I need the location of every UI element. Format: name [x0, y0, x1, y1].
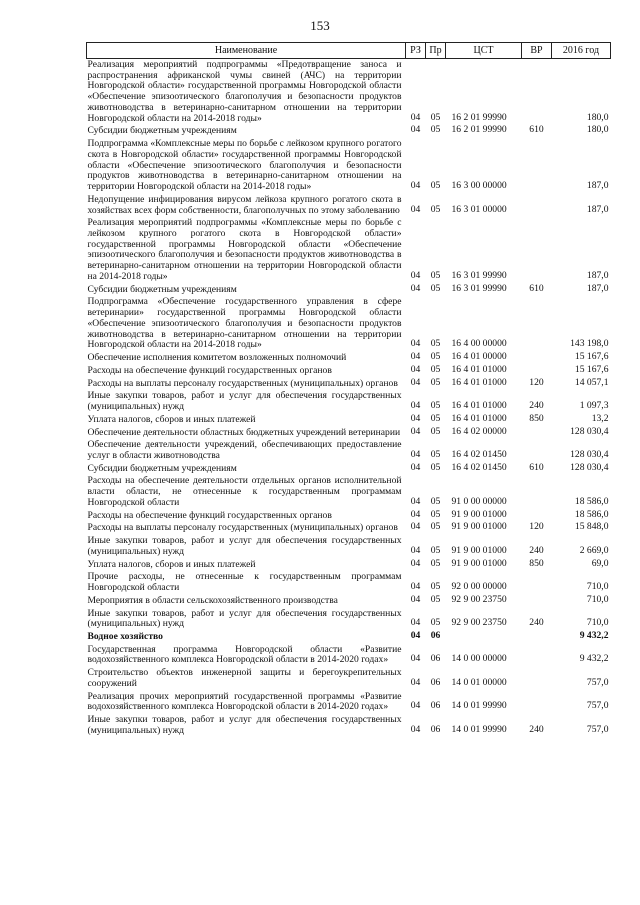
- table-row: [87, 463, 611, 476]
- row-amount: 710,0: [586, 617, 609, 629]
- row-pr: 05: [430, 495, 441, 507]
- row-vr: 610: [529, 282, 544, 294]
- table-row: [87, 194, 611, 217]
- row-rz: 04: [410, 448, 421, 460]
- row-vr: 240: [529, 617, 544, 629]
- row-rz: 04: [410, 508, 421, 520]
- table-row: [87, 608, 611, 631]
- row-cst: 92 9 00 23750: [451, 617, 507, 629]
- row-amount: 128 030,4: [570, 461, 609, 473]
- table-row: [87, 595, 611, 608]
- row-rz: 04: [410, 676, 421, 688]
- row-vr: [522, 571, 552, 594]
- row-name: Расходы на обеспечение функций государственных органов: [87, 364, 332, 376]
- row-pr: 06: [430, 723, 441, 735]
- row-rz: 04: [410, 111, 421, 123]
- row-rz: 04: [410, 581, 421, 593]
- row-pr: 05: [430, 376, 441, 388]
- row-pr: 05: [430, 461, 441, 473]
- row-pr: 05: [430, 593, 441, 605]
- table-row: [87, 217, 611, 283]
- table-row: [87, 125, 611, 138]
- row-rz: 04: [410, 544, 421, 556]
- table-row: [87, 284, 611, 297]
- row-rz: 04: [410, 521, 421, 533]
- table-row: [87, 691, 611, 714]
- row-name: Реализация прочих мероприятий государственной программы «Развитие водохозяйственного комплекса Новгородской области в 2014-2020 годах»: [87, 690, 402, 713]
- row-amount: 2 669,0: [579, 544, 609, 556]
- row-pr: 05: [430, 124, 441, 136]
- budget-table: [86, 42, 611, 738]
- row-amount: 15 167,6: [574, 351, 609, 363]
- header-vr: ВР: [522, 43, 552, 59]
- table-row: [87, 667, 611, 690]
- table-row: [87, 522, 611, 535]
- row-vr: [522, 138, 552, 194]
- header-name: Наименование: [87, 43, 406, 59]
- table-row: [87, 714, 611, 737]
- row-pr: 05: [430, 425, 441, 437]
- row-vr: 240: [529, 544, 544, 556]
- row-name: Уплата налогов, сборов и иных платежей: [87, 558, 256, 570]
- row-rz: 04: [410, 495, 421, 507]
- row-rz: 04: [410, 180, 421, 192]
- row-name: Иные закупки товаров, работ и услуг для обеспечения государственных (муниципальных) нужд: [87, 535, 402, 557]
- row-amount: 18 586,0: [574, 495, 609, 507]
- row-name: Государственная программа Новгородской области «Развитие водохозяйственного комплекса Новгородской области в 2014-2020 годах»: [87, 643, 402, 666]
- row-amount: 15 167,6: [574, 363, 609, 375]
- row-amount: 187,0: [586, 282, 609, 294]
- row-cst: 91 9 00 01000: [451, 544, 507, 556]
- row-pr: 06: [430, 629, 441, 641]
- row-vr: [522, 194, 552, 217]
- row-pr: 05: [430, 557, 441, 569]
- row-name: Иные закупки товаров, работ и услуг для обеспечения государственных (муниципальных) нужд: [87, 390, 402, 413]
- row-rz: 04: [410, 203, 421, 215]
- row-vr: [522, 217, 552, 283]
- row-vr: 240: [529, 400, 544, 412]
- row-pr: 06: [430, 676, 441, 688]
- row-cst: 91 9 00 01000: [451, 557, 507, 569]
- row-cst: 92 9 00 23750: [451, 593, 507, 605]
- row-rz: 04: [410, 461, 421, 473]
- row-vr: [522, 595, 552, 608]
- row-amount: 18 586,0: [574, 508, 609, 520]
- row-amount: 710,0: [586, 581, 609, 593]
- row-vr: [522, 352, 552, 365]
- row-name: Расходы на обеспечение деятельности отдельных органов исполнительной власти области, не отнесенные к государственным программам Новгородской области: [87, 475, 402, 508]
- row-amount: 187,0: [586, 203, 609, 215]
- row-name: Обеспечение исполнения комитетом возложенных полномочий: [87, 352, 347, 364]
- row-name: Обеспечение деятельности учреждений, обеспечивающих предоставление услуг в области животноводства: [87, 439, 402, 461]
- row-rz: 04: [410, 617, 421, 629]
- row-amount: 143 198,0: [570, 338, 609, 350]
- table-row: [87, 352, 611, 365]
- row-name: Обеспечение деятельности областных бюджетных учреждений ветеринарии: [87, 426, 401, 438]
- row-rz: 04: [410, 593, 421, 605]
- row-rz: 04: [410, 351, 421, 363]
- row-vr: 120: [529, 376, 544, 388]
- row-pr: 05: [430, 180, 441, 192]
- table-row: [87, 59, 611, 126]
- row-rz: 04: [410, 376, 421, 388]
- table-row: [87, 644, 611, 667]
- row-pr: 06: [430, 653, 441, 665]
- row-pr: 05: [430, 282, 441, 294]
- row-pr: 05: [430, 521, 441, 533]
- row-vr: [522, 631, 552, 644]
- row-vr: [522, 475, 552, 509]
- row-cst: 16 3 01 99990: [451, 269, 507, 281]
- row-cst: 91 0 00 00000: [451, 495, 507, 507]
- row-cst: 14 0 01 99990: [451, 723, 507, 735]
- row-vr: 610: [529, 124, 544, 136]
- header-rz: РЗ: [406, 43, 426, 59]
- row-vr: 850: [529, 412, 544, 424]
- row-name: Субсидии бюджетным учреждениям: [87, 125, 237, 137]
- row-cst: 16 4 01 01000: [451, 363, 507, 375]
- table-row: [87, 439, 611, 462]
- row-name: Иные закупки товаров, работ и услуг для обеспечения государственных (муниципальных) нужд: [87, 607, 402, 630]
- table-row: [87, 571, 611, 594]
- row-rz: 04: [410, 723, 421, 735]
- row-cst: 92 0 00 00000: [451, 581, 507, 593]
- row-name: Подпрограмма «Комплексные меры по борьбе с лейкозом крупного рогатого скота в Новгородской области» государственной программы Новгородской области «Обеспечение эпизоотического благополучия и безопасности продуктов животноводства в ветеринарно-санитарном отношении на территории Новгородской области на 2014-2018 годы»: [87, 138, 402, 193]
- table-row: [87, 535, 611, 558]
- row-amount: 69,0: [591, 557, 609, 569]
- row-rz: 04: [410, 338, 421, 350]
- row-rz: 04: [410, 124, 421, 136]
- row-vr: [522, 667, 552, 690]
- table-row: [87, 427, 611, 440]
- table-row: [87, 414, 611, 427]
- row-amount: 710,0: [586, 593, 609, 605]
- row-cst: 16 4 01 00000: [451, 351, 507, 363]
- row-name: Субсидии бюджетным учреждениям: [87, 462, 237, 474]
- table-row: [87, 475, 611, 509]
- row-cst: [446, 631, 522, 644]
- row-rz: 04: [410, 269, 421, 281]
- row-pr: 05: [430, 412, 441, 424]
- header-year: 2016 год: [552, 43, 611, 59]
- row-vr: [522, 644, 552, 667]
- row-name: Реализация мероприятий подпрограммы «Предотвращение заноса и распространения африканской чумы свиней (АЧС) на территории Новгородской области» государственной программы Новгородской области «Обеспечение эпизоотического благополучия и безопасности продуктов животноводства в ветеринарно-санитарном отношении на территории Новгородской области на 2014-2018 годы»: [87, 59, 402, 124]
- row-rz: 04: [410, 282, 421, 294]
- table-row: [87, 631, 611, 644]
- row-pr: 05: [430, 338, 441, 350]
- row-vr: 610: [529, 461, 544, 473]
- row-rz: 04: [410, 400, 421, 412]
- row-amount: 180,0: [586, 124, 609, 136]
- page-number: 153: [310, 18, 330, 33]
- row-rz: 04: [410, 700, 421, 712]
- row-amount: 14 057,1: [574, 376, 609, 388]
- row-pr: 05: [430, 508, 441, 520]
- row-cst: 16 2 01 99990: [451, 111, 507, 123]
- row-cst: 16 2 01 99990: [451, 124, 507, 136]
- row-amount: 187,0: [586, 180, 609, 192]
- row-amount: 128 030,4: [570, 425, 609, 437]
- row-cst: 16 3 01 99990: [451, 282, 507, 294]
- table-row: [87, 378, 611, 391]
- row-name: Водное хозяйство: [87, 630, 163, 642]
- row-name: Недопущение инфицирования вирусом лейкоза крупного рогатого скота в хозяйствах всех форм собственности, благополучных по этому заболеванию: [87, 193, 402, 216]
- row-name: Мероприятия в области сельскохозяйственного производства: [87, 594, 338, 606]
- row-pr: 05: [430, 617, 441, 629]
- row-name: Реализация мероприятий подпрограммы «Комплексные меры по борьбе с лейкозом крупного рогатого скота в Новгородской области» государственной программы Новгородской области «Обеспечение эпизоотического благополучия и безопасности продуктов животноводства в ветеринарно-санитарном отношении на территории Новгородской области на 2014-2018 годы»: [87, 217, 402, 282]
- row-cst: 16 4 02 00000: [451, 425, 507, 437]
- row-vr: [522, 691, 552, 714]
- row-pr: 05: [430, 448, 441, 460]
- row-amount: 15 848,0: [574, 521, 609, 533]
- row-cst: 14 0 00 00000: [451, 653, 507, 665]
- row-vr: [522, 439, 552, 462]
- row-amount: 187,0: [586, 269, 609, 281]
- row-name: Расходы на выплаты персоналу государственных (муниципальных) органов: [87, 522, 398, 534]
- table-row: [87, 390, 611, 413]
- row-amount: 13,2: [591, 412, 609, 424]
- row-pr: 05: [430, 581, 441, 593]
- row-vr: [522, 296, 552, 352]
- row-vr: 850: [529, 557, 544, 569]
- row-cst: 16 3 01 00000: [451, 203, 507, 215]
- row-rz: 04: [410, 629, 421, 641]
- row-vr: 120: [529, 521, 544, 533]
- row-name: Строительство объектов инженерной защиты и берегоукрепительных сооружений: [87, 667, 402, 689]
- row-pr: 05: [430, 544, 441, 556]
- row-pr: 05: [430, 351, 441, 363]
- row-rz: 04: [410, 363, 421, 375]
- row-cst: 16 4 01 01000: [451, 376, 507, 388]
- row-pr: 05: [430, 363, 441, 375]
- row-cst: 16 4 01 01000: [451, 412, 507, 424]
- row-cst: 14 0 01 00000: [451, 676, 507, 688]
- table-header-row: [87, 43, 611, 59]
- row-pr: 06: [430, 700, 441, 712]
- row-cst: 16 4 01 01000: [451, 400, 507, 412]
- row-amount: 180,0: [586, 111, 609, 123]
- row-rz: 04: [410, 557, 421, 569]
- row-name: Уплата налогов, сборов и иных платежей: [87, 413, 256, 425]
- header-cst: ЦСТ: [446, 43, 522, 59]
- row-name: Расходы на обеспечение функций государственных органов: [87, 509, 332, 521]
- table-row: [87, 559, 611, 572]
- row-rz: 04: [410, 425, 421, 437]
- row-vr: [522, 59, 552, 126]
- row-cst: 16 4 02 01450: [451, 448, 507, 460]
- table-row: [87, 138, 611, 194]
- row-amount: 9 432,2: [579, 653, 609, 665]
- row-vr: [522, 365, 552, 378]
- row-pr: 05: [430, 269, 441, 281]
- row-cst: 91 9 00 01000: [451, 508, 507, 520]
- row-pr: 05: [430, 400, 441, 412]
- row-cst: 16 4 00 00000: [451, 338, 507, 350]
- row-rz: 04: [410, 653, 421, 665]
- table-row: [87, 365, 611, 378]
- row-cst: 16 4 02 01450: [451, 461, 507, 473]
- row-pr: 05: [430, 111, 441, 123]
- row-amount: 757,0: [586, 700, 609, 712]
- row-rz: 04: [410, 412, 421, 424]
- row-cst: 16 3 00 00000: [451, 180, 507, 192]
- table-row: [87, 296, 611, 352]
- row-vr: 240: [529, 723, 544, 735]
- row-vr: [522, 427, 552, 440]
- row-amount: 128 030,4: [570, 448, 609, 460]
- row-name: Иные закупки товаров, работ и услуг для обеспечения государственных (муниципальных) нужд: [87, 714, 402, 736]
- row-amount: 9 432,2: [579, 629, 609, 641]
- row-amount: 1 097,3: [579, 400, 609, 412]
- header-pr: Пр: [426, 43, 446, 59]
- row-cst: 14 0 01 99990: [451, 700, 507, 712]
- row-name: Расходы на выплаты персоналу государственных (муниципальных) органов: [87, 377, 398, 389]
- row-cst: 91 9 00 01000: [451, 521, 507, 533]
- row-name: Подпрограмма «Обеспечение государственного управления в сфере ветеринарии» государственной программы Новгородской области «Обеспечение эпизоотического благополучия и безопасности продуктов животноводства в ветеринарно-санитарном отношении на территории Новгородской области на 2014-2018 годы»: [87, 296, 402, 351]
- row-name: Субсидии бюджетным учреждениям: [87, 283, 237, 295]
- row-pr: 05: [430, 203, 441, 215]
- row-name: Прочие расходы, не отнесенные к государственным программам Новгородской области: [87, 571, 402, 594]
- row-amount: 757,0: [586, 676, 609, 688]
- row-amount: 757,0: [586, 723, 609, 735]
